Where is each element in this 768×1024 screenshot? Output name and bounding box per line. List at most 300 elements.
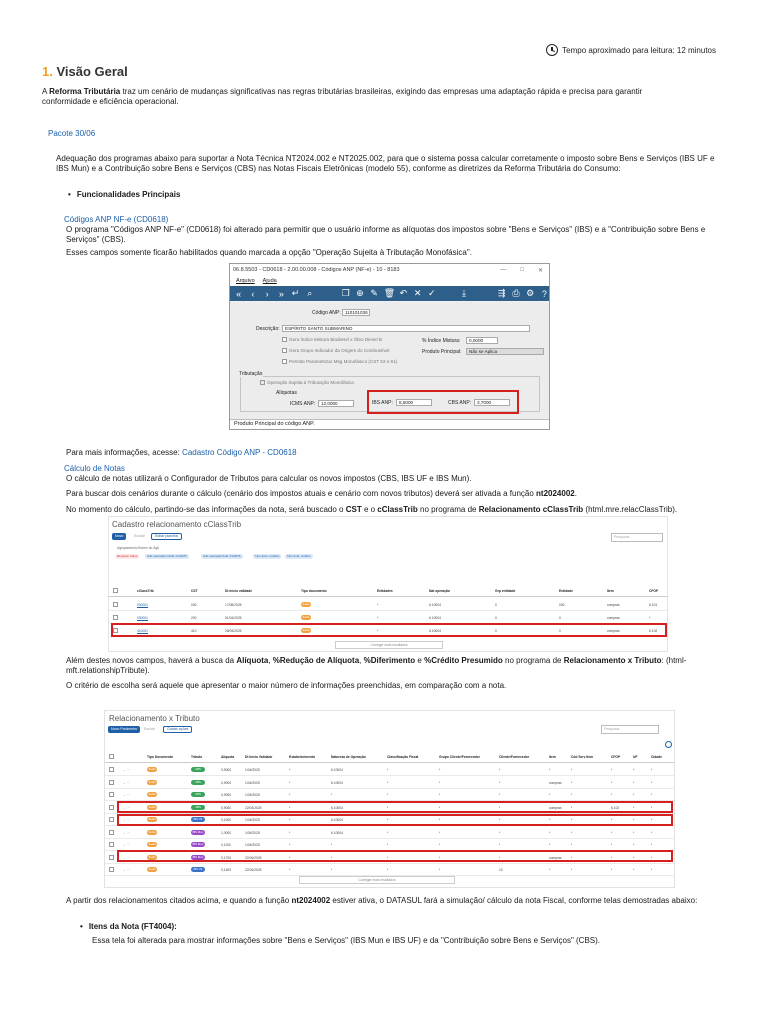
- alem-b1: Alíquota: [236, 656, 269, 665]
- clock-icon: [546, 44, 558, 56]
- table-cell: *: [571, 780, 573, 785]
- table-cell: *: [571, 855, 573, 860]
- row-actions-icon[interactable]: ⌄ ⋯: [123, 830, 130, 835]
- produto-select[interactable]: Não se Aplica: [466, 348, 544, 355]
- header-cell[interactable]: Natureza de Operação: [331, 755, 366, 759]
- codigo-field[interactable]: 110101036: [342, 309, 370, 316]
- pacote-link[interactable]: Pacote 30/06: [48, 129, 96, 138]
- table-cell: *: [377, 629, 379, 633]
- table-row[interactable]: [105, 777, 674, 789]
- row-checkbox[interactable]: [109, 805, 114, 810]
- table-cell: 1/04/2025: [245, 793, 260, 797]
- alem-prefix: Além destes novos campos, haverá a busca da: [66, 656, 237, 665]
- mais-info-paragraph: [66, 448, 297, 458]
- tipo-documento-tag: Saída: [302, 602, 310, 606]
- shot2-load-more[interactable]: Carregar mais resultados: [335, 641, 443, 649]
- editar-planilha-button[interactable]: Editar planilha: [151, 533, 182, 540]
- check-monofasica[interactable]: [260, 380, 354, 385]
- highlight-box: [117, 850, 673, 862]
- table-cell: *: [289, 830, 291, 835]
- table-cell: *: [571, 818, 573, 822]
- table-cell: *: [387, 855, 389, 860]
- table-cell: *: [651, 843, 653, 847]
- table-cell: 6.101: [649, 603, 658, 607]
- table-cell: *: [611, 768, 613, 772]
- header-cell[interactable]: cClassTrib: [137, 589, 154, 593]
- table-cell: *: [377, 603, 379, 607]
- select-all-checkbox[interactable]: [109, 754, 114, 759]
- tipo-documento-tag: Saída: [148, 817, 156, 821]
- reading-time: [546, 44, 716, 56]
- table-cell: 1,0000: [221, 830, 232, 835]
- header-cell[interactable]: Dt Início Validade: [245, 755, 273, 759]
- header-cell[interactable]: CFOP: [649, 589, 659, 593]
- table-cell: 1/04/2025: [245, 843, 260, 847]
- table-cell: 17/06/2025: [225, 603, 242, 607]
- table-cell: 6.10004: [429, 603, 441, 607]
- check-msg-label: Permite Parametrizar Msg Monofásico (CST 53 e 61): [289, 359, 398, 364]
- excluir-button[interactable]: Excluir: [144, 727, 155, 731]
- header-cell[interactable]: Cód Serv Item: [571, 755, 594, 759]
- table-cell: 200: [191, 616, 197, 620]
- table-cell: 0: [559, 616, 561, 620]
- table-cell: 6.10004: [331, 780, 343, 785]
- calculo-p3-b3: Relacionamento cClassTrib: [478, 505, 584, 514]
- section-title-text: Visão Geral: [56, 64, 128, 79]
- table-cell: *: [651, 818, 653, 822]
- table-cell: 01/04/2025: [225, 616, 242, 620]
- calculo-p3-mid1: e o: [361, 505, 378, 514]
- produto-label: Produto Principal:: [422, 349, 462, 355]
- tributo-tag: CBS: [191, 805, 205, 810]
- table-cell: *: [439, 805, 441, 810]
- header-cell[interactable]: Classificação Fiscal: [387, 755, 419, 759]
- minimize-icon[interactable]: —: [500, 266, 507, 273]
- row-checkbox[interactable]: [109, 767, 114, 772]
- edit-icon[interactable]: ✎: [370, 288, 378, 298]
- table-cell: 22/04/2025: [245, 868, 262, 872]
- table-cell: *: [651, 830, 653, 835]
- table-cell: *: [633, 855, 635, 860]
- row-actions-icon[interactable]: ⌄ ⋯: [123, 818, 130, 822]
- undo-icon[interactable]: ↶: [399, 288, 408, 298]
- section-title: [42, 64, 128, 79]
- partir-paragraph: [66, 896, 716, 906]
- table-cell: *: [549, 843, 551, 847]
- intro-paragraph: [42, 87, 682, 106]
- table-cell: *: [289, 805, 291, 810]
- cbs-field[interactable]: 3,7000: [474, 399, 510, 406]
- table-cell: *: [289, 768, 291, 772]
- tributacao-label: Tributação: [239, 371, 263, 377]
- table-row[interactable]: [109, 599, 667, 611]
- shot3-search-input[interactable]: Pesquisar: [601, 725, 659, 734]
- cd0618-window-screenshot: [229, 263, 550, 430]
- table-cell: 1/04/2025: [245, 768, 260, 772]
- table-cell: *: [289, 818, 291, 822]
- confirm-icon[interactable]: ✓: [428, 288, 436, 298]
- novo-parametro-button[interactable]: Novo Parâmetro: [108, 726, 140, 733]
- row-checkbox[interactable]: [109, 780, 114, 785]
- table-cell: 0: [495, 603, 497, 607]
- table-cell: *: [571, 868, 573, 872]
- row-checkbox[interactable]: [113, 615, 118, 620]
- tributo-tag: IBS Mun: [192, 829, 204, 834]
- table-cell: 0,9000: [221, 805, 232, 810]
- criterio-paragraph: O critério de escolha será aquele que apresentar o maior número de informações preenchidas, em comparação com a nota.: [66, 681, 507, 690]
- cclasstrib-link[interactable]: 000001: [137, 603, 149, 607]
- highlight-box: [117, 801, 673, 813]
- intro-bold: Reforma Tributária: [49, 87, 121, 96]
- funcionalidades-bullet: [68, 190, 180, 199]
- table-cell: *: [387, 805, 389, 810]
- table-cell: *: [499, 768, 501, 772]
- table-cell: *: [571, 793, 573, 797]
- table-cell: 0: [495, 616, 497, 620]
- table-cell: *: [377, 616, 379, 620]
- descricao-field[interactable]: ESPÍRITO SANTO SUBMARINO: [282, 325, 530, 332]
- header-cell[interactable]: Grupo Cliente/Fornecedor: [439, 755, 480, 759]
- table-cell: *: [499, 818, 501, 822]
- header-cell[interactable]: CFOP: [611, 755, 621, 759]
- novo-button[interactable]: Novo: [112, 533, 126, 540]
- shot3-load-more[interactable]: Carregar mais resultados: [299, 876, 455, 884]
- table-cell: compras: [549, 780, 562, 785]
- select-all-checkbox[interactable]: [113, 588, 118, 593]
- table-cell: *: [439, 868, 441, 872]
- excluir-button[interactable]: Excluir: [134, 534, 145, 538]
- table-cell: *: [439, 830, 441, 835]
- table-cell: *: [633, 793, 635, 797]
- goto-icon[interactable]: ↵: [291, 288, 300, 298]
- table-cell: 000: [191, 603, 197, 607]
- table-cell: compras: [607, 629, 620, 633]
- tipo-documento-tag: Saída: [148, 792, 156, 796]
- table-cell: *: [499, 855, 501, 860]
- prev-icon[interactable]: ‹: [251, 288, 255, 299]
- row-checkbox[interactable]: [109, 817, 114, 822]
- header-cell[interactable]: Grp entidade: [495, 589, 516, 593]
- first-icon[interactable]: «: [236, 288, 242, 299]
- header-cell[interactable]: Dt início validade: [225, 589, 253, 593]
- codigos-anp-link[interactable]: Códigos ANP NF-e (CD0618): [64, 215, 169, 224]
- check-indice-label: Gera Índice Mistura Biodiesel x Óleo Diesel B: [289, 337, 382, 342]
- menu-arquivo[interactable]: Arquivo: [236, 278, 255, 284]
- close-icon[interactable]: ✕: [537, 267, 543, 274]
- table-cell: 6.10004: [331, 805, 343, 810]
- calculo-p3-suffix: (html.mre.relacClassTrib).: [583, 505, 678, 514]
- header-cell[interactable]: Estabelecimento: [289, 755, 316, 759]
- table-cell: 6.10004: [429, 616, 441, 620]
- table-cell: *: [387, 830, 389, 835]
- table-cell: 1/04/2025: [245, 830, 260, 835]
- table-cell: *: [611, 780, 613, 785]
- cclasstrib-screenshot: [108, 516, 668, 652]
- icms-label: ICMS ANP:: [290, 401, 316, 407]
- table-cell: *: [651, 805, 653, 810]
- table-cell: compras: [607, 616, 620, 620]
- tipo-documento-tag: Saída: [302, 628, 310, 632]
- search-icon[interactable]: ⌕: [307, 288, 313, 298]
- header-cell[interactable]: Tributo: [191, 755, 203, 759]
- table-cell: *: [499, 830, 501, 835]
- outras-acoes-button[interactable]: Outras ações: [163, 726, 192, 733]
- next-icon[interactable]: ›: [265, 288, 269, 299]
- calculo-p2-suffix: .: [574, 489, 577, 498]
- partir-prefix: A partir dos relacionamentos citados acima, e quando a função: [66, 896, 292, 905]
- row-checkbox[interactable]: [109, 867, 114, 872]
- table-cell: 6.10004: [331, 818, 343, 822]
- table-cell: 0,1400: [221, 868, 232, 872]
- header-cell[interactable]: Item: [549, 755, 556, 759]
- tributo-tag: IBS UF: [191, 817, 205, 822]
- alem-sep: e: [415, 656, 425, 665]
- table-cell: 22/04/2025: [245, 805, 262, 810]
- table-cell: *: [331, 793, 333, 797]
- alem-sep: ,: [359, 656, 364, 665]
- header-cell[interactable]: Entidades: [377, 589, 393, 593]
- row-actions-icon[interactable]: ⌄ ⋯: [123, 768, 130, 772]
- table-cell: *: [387, 768, 389, 772]
- table-cell: 6.102: [649, 629, 658, 633]
- header-cell[interactable]: Nat operação: [429, 589, 450, 593]
- table-cell: *: [571, 843, 573, 847]
- codigos-paragraph: O programa "Códigos ANP NF-e" (CD0618) foi alterado para permitir que o usuário informe as alíquotas dos impostos sobre "Bens e Serviços" (IBS) e a "Contribuição sobre Bens e Serviços" (CBS).: [66, 225, 706, 244]
- alem-b5: Relacionamento x Tributo: [563, 656, 662, 665]
- last-icon[interactable]: »: [278, 288, 284, 299]
- header-cell[interactable]: CST: [191, 589, 198, 593]
- check-origem[interactable]: [282, 348, 389, 353]
- row-checkbox[interactable]: [113, 602, 118, 607]
- table-cell: *: [387, 793, 389, 797]
- table-cell: 0,9000: [221, 793, 232, 797]
- tipo-documento-tag: Saída: [148, 867, 156, 871]
- table-cell: *: [611, 830, 613, 835]
- ibs-field[interactable]: 8,5000: [396, 399, 432, 406]
- table-cell: 6.102: [611, 805, 620, 810]
- table-cell: *: [439, 793, 441, 797]
- table-cell: *: [499, 793, 501, 797]
- window-statusbar: Produto Principal do código ANP.: [230, 419, 549, 429]
- header-cell[interactable]: UF: [633, 755, 638, 759]
- calculo-p3-b1: CST: [345, 505, 362, 514]
- filter-label: Agrupamento/Ordem do Ágil: [117, 546, 159, 550]
- chip-filter[interactable]: Sub operação inicial: 01/2025: [147, 554, 187, 558]
- table-cell: compras: [607, 603, 620, 607]
- check-origem-label: Gera Grupo Indicador da Origem do Combustível: [289, 348, 390, 353]
- table-row[interactable]: [105, 789, 674, 801]
- table-cell: *: [499, 805, 501, 810]
- table-cell: 6.10004: [331, 768, 343, 772]
- table-cell: *: [439, 818, 441, 822]
- tributo-tag: CBS: [191, 792, 205, 797]
- calculo-p3-b2: cClassTrib: [377, 505, 418, 514]
- row-checkbox[interactable]: [109, 830, 114, 835]
- table-cell: *: [651, 780, 653, 785]
- cadastro-anp-link[interactable]: Cadastro Código ANP - CD0618: [182, 448, 297, 457]
- table-cell: 1/04/2025: [245, 780, 260, 785]
- partir-bold: nt2024002: [291, 896, 331, 905]
- table-cell: 0,1100: [221, 843, 231, 847]
- table-cell: *: [549, 793, 551, 797]
- window-body: [230, 302, 549, 419]
- download-icon[interactable]: ⤓: [461, 288, 466, 298]
- table-cell: *: [387, 780, 389, 785]
- table-cell: compras: [549, 855, 562, 860]
- calculo-p3-mid2: no programa de: [417, 505, 479, 514]
- table-cell: *: [387, 843, 389, 847]
- table-cell: *: [289, 868, 291, 872]
- alem-mid: no programa de: [502, 656, 564, 665]
- table-cell: *: [633, 805, 635, 810]
- adequacao-paragraph: Adequação dos programas abaixo para suportar a Nota Técnica NT2024.002 e NT2025.002, para que o sistema possa calcular corretamente o imposto sobre Bens e Serviços (IBS UF e IBS Mun) e a Contribuição sobre Bens e Serviços (CBS) nas Notas Fiscais Eletrônicas (modelo 55), conforme as diretrizes da Reforma Tributária do Consumo:: [56, 154, 715, 173]
- row-actions-icon[interactable]: ⌄ ⋯: [123, 780, 130, 785]
- tipo-documento-tag: Saída: [148, 804, 156, 809]
- header-cell[interactable]: Tipo documento: [301, 589, 327, 593]
- cclasstrib-link[interactable]: 410001: [137, 629, 149, 633]
- table-cell: *: [439, 855, 441, 860]
- table-cell: *: [289, 793, 291, 797]
- chip-filter[interactable]: Tipo final: unitário: [287, 554, 311, 558]
- table-cell: *: [611, 843, 613, 847]
- copy-icon[interactable]: ❐: [341, 288, 350, 298]
- row-actions-icon[interactable]: ⌄ ⋯: [123, 868, 130, 872]
- table-cell: *: [611, 855, 613, 860]
- table-cell: 0: [495, 629, 497, 633]
- table-cell: *: [571, 805, 573, 810]
- calculo-p1: O cálculo de notas utilizará o Configurador de Tributos para calcular os novos impostos (CBS, IBS UF e IBS Mun).: [66, 474, 472, 483]
- print-icon[interactable]: ⎙: [512, 288, 520, 298]
- tipo-documento-tag: Saída: [148, 854, 156, 859]
- table-cell: 0: [559, 629, 561, 633]
- table-cell: *: [439, 768, 441, 772]
- alem-b3: %Diferimento: [363, 656, 416, 665]
- table-cell: 0,9000: [221, 768, 232, 772]
- chip-remover[interactable]: Remover todos: [117, 554, 138, 558]
- table-cell: *: [331, 868, 333, 872]
- header-cell[interactable]: Entidade: [559, 589, 573, 593]
- settings-icon[interactable]: ⚙: [526, 288, 535, 298]
- calculo-link[interactable]: Cálculo de Notas: [64, 464, 125, 473]
- table-row[interactable]: [105, 764, 674, 776]
- table-cell: *: [499, 843, 501, 847]
- table-row[interactable]: [105, 827, 674, 839]
- check-msg-mono[interactable]: [282, 359, 397, 364]
- table-cell: *: [611, 818, 613, 822]
- header-cell[interactable]: Tipo Documento: [147, 755, 173, 759]
- table-cell: *: [571, 830, 573, 835]
- tipo-documento-tag: Saída: [148, 779, 156, 784]
- descricao-label: Descrição:: [256, 326, 280, 332]
- header-cell[interactable]: Item: [607, 589, 614, 593]
- check-indice-mistura[interactable]: [282, 337, 382, 342]
- window-toolbar: [230, 286, 549, 301]
- highlight-box: [117, 814, 673, 826]
- aliquotas-label: Alíquotas: [276, 390, 297, 396]
- row-checkbox[interactable]: [109, 842, 114, 847]
- table-cell: 6.10004: [331, 830, 343, 835]
- tipo-documento-tag: Saída: [148, 829, 156, 834]
- gear-icon[interactable]: [665, 741, 672, 748]
- table-cell: 22/04/2025: [245, 855, 262, 860]
- export-icon[interactable]: ⇶: [497, 288, 506, 298]
- table-cell: *: [633, 843, 635, 847]
- table-row[interactable]: [105, 864, 674, 876]
- row-checkbox[interactable]: [109, 855, 114, 860]
- highlight-box: [111, 623, 667, 637]
- table-cell: *: [651, 855, 653, 860]
- indice-field[interactable]: 0,0000: [466, 337, 498, 344]
- table-cell: 410: [191, 629, 197, 633]
- intro-rest: traz um cenário de mudanças significativas nas regras tributárias brasileiras, exigindo das empresas uma adaptação rápida e precisa para garantir conformidade e eficiência operacional.: [42, 87, 643, 106]
- cancel-icon[interactable]: ✕: [413, 288, 422, 298]
- alem-sep: ,: [268, 656, 273, 665]
- icms-field[interactable]: 12,0000: [318, 400, 354, 407]
- header-cell[interactable]: Cliente/Fornecedor: [499, 755, 530, 759]
- section-number: 1.: [42, 64, 53, 79]
- alem-paragraph: [66, 656, 716, 675]
- table-cell: *: [331, 855, 333, 860]
- window-title: 06.8.5503 - CD0618 - 2.00.00.008 - Códigos ANP (NF-e) - 10 - 8183: [233, 267, 400, 273]
- row-actions-icon[interactable]: ⌄ ⋯: [123, 843, 130, 847]
- intro-prefix: A: [42, 87, 50, 96]
- indice-label: % Índice Mistura:: [422, 338, 461, 344]
- tributo-tag: CBS: [191, 780, 205, 785]
- table-cell: *: [611, 868, 613, 872]
- shot2-search-input[interactable]: Pesquisar: [611, 533, 663, 542]
- table-cell: *: [331, 843, 333, 847]
- table-cell: *: [289, 843, 291, 847]
- table-cell: *: [289, 780, 291, 785]
- chip-filter[interactable]: Tipo ativo: unitário: [255, 554, 280, 558]
- table-cell: *: [439, 843, 441, 847]
- menu-ajuda[interactable]: Ajuda: [262, 278, 277, 284]
- help-icon[interactable]: ?: [541, 288, 547, 299]
- ibs-label: IBS ANP:: [372, 400, 393, 406]
- table-header: [105, 751, 674, 763]
- table-cell: *: [649, 616, 651, 620]
- alem-b2: %Redução de Alíquota: [272, 656, 360, 665]
- delete-icon[interactable]: 🗑: [383, 288, 396, 298]
- table-cell: *: [499, 780, 501, 785]
- table-cell: *: [633, 780, 635, 785]
- table-cell: 000: [559, 603, 565, 607]
- row-actions-icon[interactable]: ⌄ ⋯: [123, 805, 130, 810]
- alem-b4: %Crédito Presumido: [424, 656, 503, 665]
- table-cell: *: [571, 768, 573, 772]
- table-cell: *: [633, 818, 635, 822]
- new-icon[interactable]: ⊕: [356, 288, 364, 298]
- row-actions-icon[interactable]: ⌄ ⋯: [123, 855, 130, 860]
- highlight-box: [367, 390, 519, 414]
- table-cell: 6.10004: [429, 629, 441, 633]
- row-actions-icon[interactable]: ⌄ ⋯: [123, 793, 130, 797]
- chip-filter[interactable]: Sub operação final: 01/2025: [203, 554, 241, 558]
- row-checkbox[interactable]: [109, 792, 114, 797]
- calculo-p2-prefix: Para buscar dois cenários durante o cálculo (cenário dos impostos atuais e cenário com novos tributos) deverá ser ativada a função: [66, 489, 537, 498]
- table-cell: *: [651, 793, 653, 797]
- table-cell: *: [611, 793, 613, 797]
- header-cell[interactable]: Cidade: [651, 755, 662, 759]
- window-menu: [230, 276, 549, 286]
- cclasstrib-link[interactable]: 000001: [137, 616, 149, 620]
- maximize-icon[interactable]: □: [520, 266, 524, 273]
- tributo-tag: IBS Mun: [192, 854, 204, 859]
- table-cell: *: [651, 868, 653, 872]
- alem-suffix: : (html-mft.relationshipTribute).: [66, 656, 687, 675]
- header-cell[interactable]: Alíquota: [221, 755, 235, 759]
- table-cell: 28/04/2025: [225, 629, 242, 633]
